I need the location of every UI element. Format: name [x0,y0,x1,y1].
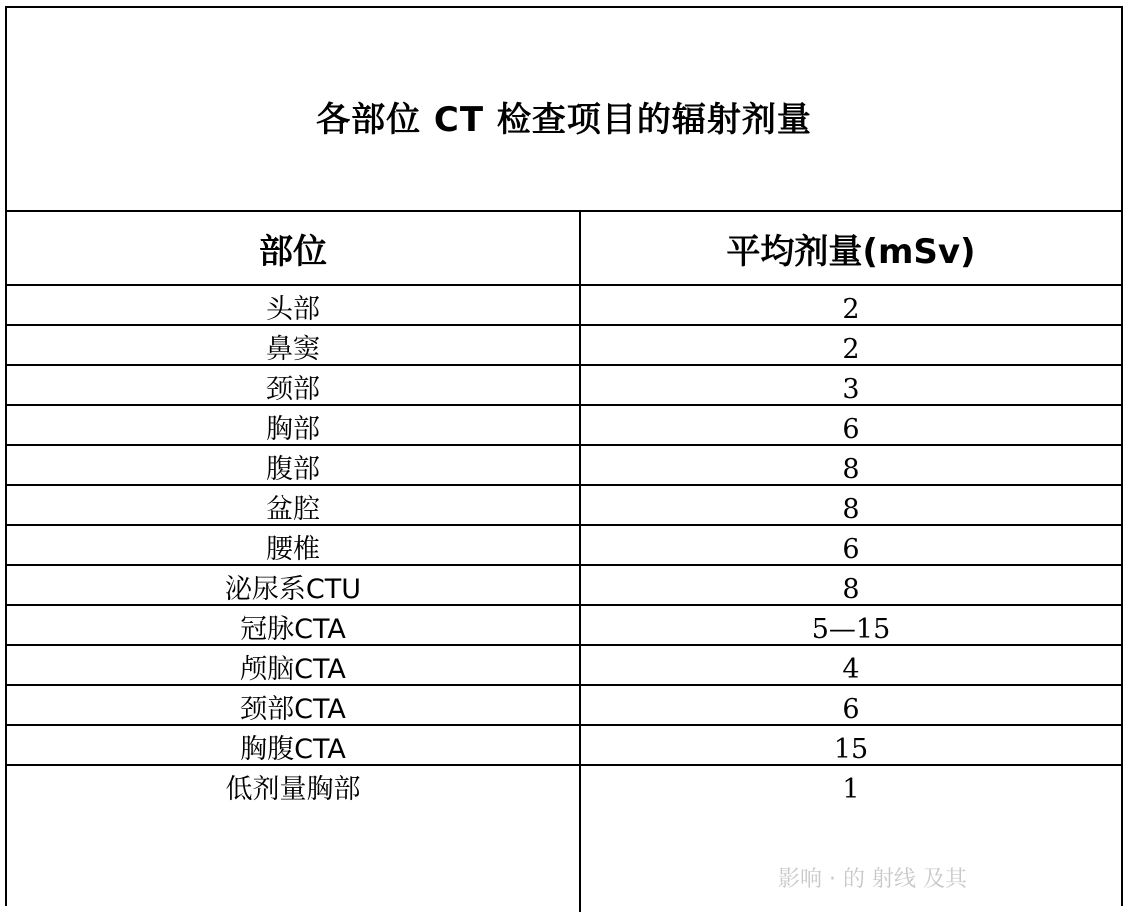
table-row [7,326,1121,366]
cell-dose: 2 [842,294,860,325]
cell-part: 腰椎 [266,534,320,565]
cell-dose: 5—15 [811,614,891,645]
cell-dose: 4 [842,654,860,685]
cell-part: 颅脑CTA [240,654,346,685]
table-row [7,286,1121,326]
table-row [7,686,1121,726]
title-cell [7,8,1121,212]
watermark: 影响 · 的 射线 及其 [778,867,967,892]
cell-dose: 3 [842,374,860,405]
column-header-part: 部位 [259,231,327,272]
cell-part: 盆腔 [266,494,320,525]
cell-part: 颈部CTA [240,694,346,725]
cell-part: 冠脉CTA [240,614,346,645]
cell-dose: 2 [842,334,860,365]
table-row [7,526,1121,566]
column-header-dose: 平均剂量(mSv) [726,231,976,272]
cell-part: 胸部 [266,414,320,445]
cell-dose: 8 [842,574,860,605]
table-row [7,726,1121,766]
table-body [7,286,1121,806]
cell-part: 胸腹CTA [240,734,346,765]
cell-part: 低剂量胸部 [225,774,361,805]
cell-dose: 1 [842,774,860,805]
table-title: 各部位 CT 检查项目的辐射剂量 [316,99,812,140]
table-row [7,606,1121,646]
table-row [7,766,1121,806]
table-row [7,486,1121,526]
cell-dose: 6 [842,414,860,445]
table-row [7,646,1121,686]
cell-part: 腹部 [266,454,320,485]
cell-dose: 6 [842,694,860,725]
cell-part: 泌尿系CTU [224,574,362,605]
cell-dose: 8 [842,494,860,525]
cell-dose: 6 [842,534,860,565]
table-row [7,566,1121,606]
table-row [7,366,1121,406]
header-row [7,212,1121,286]
cell-part: 颈部 [266,374,320,405]
table-row [7,406,1121,446]
cell-part: 鼻窦 [266,334,320,365]
cell-dose: 8 [842,454,860,485]
cell-part: 头部 [266,294,320,325]
dose-table [5,6,1123,906]
cell-dose: 15 [833,734,869,765]
table-row [7,446,1121,486]
